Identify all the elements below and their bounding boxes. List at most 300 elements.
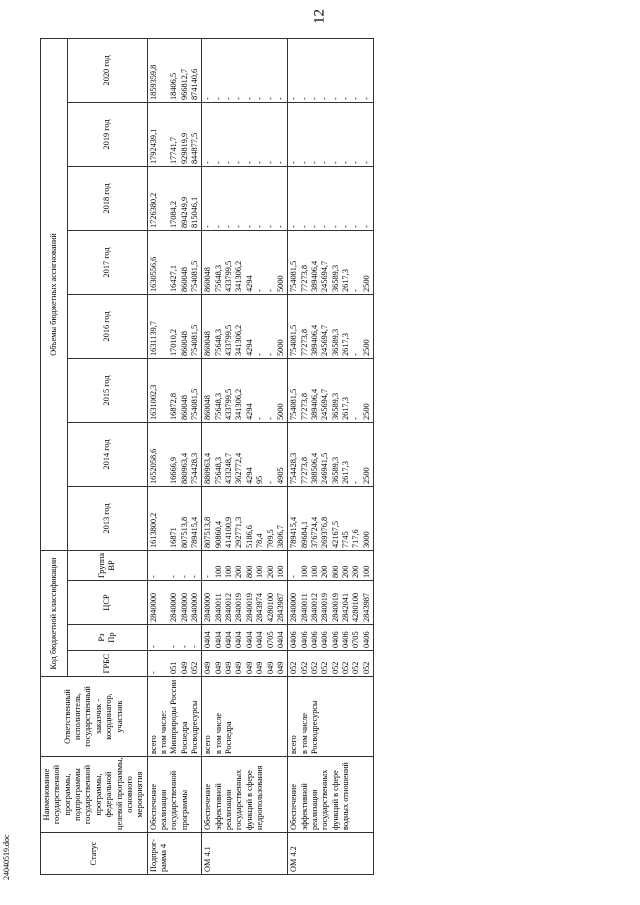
text-line: 2843987 [275, 592, 285, 622]
text-line: 2617,3 [341, 269, 351, 292]
text-line: 860048 [203, 395, 213, 420]
text-line: - [330, 225, 340, 228]
cell-csr [202, 581, 288, 625]
text-line: - [213, 97, 223, 100]
text-line: 362772,4 [234, 452, 244, 484]
cell-csr [288, 581, 374, 625]
text-line: Роснедра [224, 721, 234, 754]
text-line: 966812,7 [179, 68, 189, 100]
text-line: 2840019 [244, 592, 254, 622]
rotated-table-page [40, 25, 630, 875]
text-line: 90860,4 [213, 521, 223, 548]
text-line: 200 [234, 565, 244, 578]
text-line: Рз [96, 633, 106, 642]
text-line: 880963,4 [179, 452, 189, 484]
text-line: 860048 [203, 267, 213, 292]
text-line: - [275, 161, 285, 164]
text-line: 17010,2 [169, 329, 179, 356]
text-line: федеральной [104, 771, 114, 818]
text-line: 75648,3 [213, 457, 223, 484]
text-line: - [289, 161, 299, 164]
header-year: 2013 год [67, 486, 147, 550]
text-line: 292771,3 [234, 516, 244, 548]
budget-table [40, 38, 374, 875]
cell-rzpr [288, 625, 374, 651]
cell-year-value [202, 486, 288, 550]
text-line: 754428,3 [289, 452, 299, 484]
text-line: 200 [341, 565, 351, 578]
text-line: 100 [309, 565, 319, 578]
cell-rzpr [147, 625, 202, 651]
text-line: 052 [289, 661, 299, 674]
text-line: мероприятия [135, 771, 145, 818]
text-line [159, 553, 169, 578]
header-volumes: Объемы бюджетных ассигнований [41, 38, 68, 550]
text-line: заказчик - [93, 698, 103, 735]
text-line: Росводресурсы [190, 700, 200, 754]
text-line: рамма 4 [158, 843, 168, 872]
text-line: 052 [309, 661, 319, 674]
header-year: 2017 год [67, 230, 147, 294]
page-number: 12 [311, 9, 328, 24]
text-line: 4294 [244, 467, 254, 484]
text-line: 860048 [203, 331, 213, 356]
text-line: 860048 [179, 267, 189, 292]
text-line: 0404 [255, 631, 265, 648]
header-code-group: Код бюджетной классификации [41, 550, 68, 676]
text-line: 717,6 [351, 529, 361, 548]
cell-year-value [147, 294, 202, 358]
text-line: - [265, 225, 275, 228]
text-line: 2840000 [179, 592, 189, 622]
text-line: всего [148, 735, 158, 754]
text-line: - [244, 161, 254, 164]
text-line: - [351, 353, 361, 356]
text-line [159, 489, 169, 548]
text-line: 77273,8 [299, 329, 309, 356]
text-line: - [341, 225, 351, 228]
text-line: 2840012 [224, 592, 234, 622]
text-line: - [190, 575, 200, 578]
text-line: - [234, 97, 244, 100]
table-row [147, 38, 202, 874]
text-line: 880963,4 [203, 452, 213, 484]
text-line: 5186,6 [244, 525, 254, 548]
text-line: 4294 [244, 339, 254, 356]
text-line: 4905 [275, 467, 285, 484]
text-line: 17741,7 [169, 137, 179, 164]
text-line: 77273,8 [299, 457, 309, 484]
cell-year-value [202, 358, 288, 422]
text-line: - [330, 97, 340, 100]
text-line: программы [179, 789, 189, 830]
text-line: - [351, 161, 361, 164]
text-line: 2500 [361, 275, 371, 292]
text-line [159, 425, 169, 484]
text-line: 389406,4 [309, 260, 319, 292]
header-status: Статус [41, 833, 148, 875]
cell-year-value [202, 102, 288, 166]
text-line [159, 41, 169, 100]
text-line: 789415,4 [190, 516, 200, 548]
text-line: 0705 [265, 631, 275, 648]
text-line: - [351, 225, 361, 228]
text-line: - [289, 97, 299, 100]
text-line: 2500 [361, 403, 371, 420]
text-line: 16872,8 [169, 393, 179, 420]
text-line: - [289, 225, 299, 228]
text-line: 052 [361, 661, 371, 674]
text-line: 800 [244, 565, 254, 578]
text-line: основного [124, 776, 134, 813]
text-line: 754428,3 [190, 452, 200, 484]
text-line: 2840000 [148, 592, 158, 622]
text-line: 100 [255, 565, 265, 578]
text-line: государственных [320, 769, 330, 830]
text-line: - [244, 225, 254, 228]
text-line: 245694,7 [320, 260, 330, 292]
text-line: - [309, 161, 319, 164]
text-line [159, 169, 169, 228]
text-line: 433248,7 [224, 452, 234, 484]
cell-year-value [147, 102, 202, 166]
cell-status [202, 833, 288, 875]
cell-status [147, 833, 202, 875]
text-line: 2840000 [190, 592, 200, 622]
text-line: - [148, 671, 158, 674]
text-line: 1613800,2 [148, 512, 158, 548]
text-line: 433799,5 [224, 324, 234, 356]
text-line: - [213, 161, 223, 164]
text-line: водных отношений [341, 762, 351, 830]
text-line: 0406 [299, 631, 309, 648]
text-line: - [351, 481, 361, 484]
cell-year-value [288, 358, 374, 422]
text-line: 0406 [330, 631, 340, 648]
text-line: - [224, 161, 234, 164]
text-line: 2500 [361, 467, 371, 484]
cell-year-value [288, 294, 374, 358]
text-line: 341306,2 [234, 260, 244, 292]
text-line: Ответственный [62, 689, 72, 744]
text-line: 2840000 [169, 592, 179, 622]
text-line: - [351, 97, 361, 100]
text-line: 200 [320, 565, 330, 578]
text-line: 049 [265, 661, 275, 674]
header-grbs: ГРБС [67, 651, 147, 677]
cell-executor [202, 677, 288, 757]
text-line: 100 [361, 565, 371, 578]
cell-year-value [288, 102, 374, 166]
text-line: 4294 [244, 275, 254, 292]
text-line [159, 627, 169, 648]
text-line [159, 361, 169, 420]
text-line: 18406,5 [169, 73, 179, 100]
text-line: 800 [330, 565, 340, 578]
text-line: 77273,8 [299, 393, 309, 420]
text-line: - [320, 161, 330, 164]
header-csr: ЦСР [67, 581, 147, 625]
text-line: - [255, 97, 265, 100]
table-row [202, 38, 288, 874]
text-line: 049 [224, 661, 234, 674]
text-line: 2840019 [234, 592, 244, 622]
text-line: 3000 [361, 531, 371, 548]
text-line: 052 [351, 661, 361, 674]
text-line: - [320, 97, 330, 100]
text-line: 0406 [289, 631, 299, 648]
text-line [159, 297, 169, 356]
text-line: 052 [330, 661, 340, 674]
text-line: Минприроды России [169, 679, 179, 754]
text-line: 388506,4 [309, 452, 319, 484]
text-line [159, 583, 169, 622]
text-line: 049 [203, 661, 213, 674]
text-line: - [289, 575, 299, 578]
text-line: - [203, 575, 213, 578]
text-line: 100 [213, 565, 223, 578]
text-line: 0404 [203, 631, 213, 648]
text-line: - [341, 161, 351, 164]
text-line: - [320, 225, 330, 228]
text-line: 049 [234, 661, 244, 674]
text-line: - [265, 289, 275, 292]
text-line: 049 [255, 661, 265, 674]
text-line: 4294 [244, 403, 254, 420]
text-line: 36589,3 [330, 329, 340, 356]
text-line: - [244, 97, 254, 100]
text-line: - [148, 645, 158, 648]
text-line: - [275, 225, 285, 228]
text-line: 2500 [361, 339, 371, 356]
text-line: 100 [275, 565, 285, 578]
text-line: 754081,5 [289, 260, 299, 292]
cell-year-value [202, 38, 288, 102]
text-line: 75648,3 [213, 393, 223, 420]
text-line: 894249,9 [179, 196, 189, 228]
text-line: Подпрог- [148, 838, 158, 872]
text-line: государственной [169, 770, 179, 830]
cell-year-value [202, 422, 288, 486]
header-executor [41, 677, 148, 757]
cell-year-value [147, 38, 202, 102]
cell-executor [147, 677, 202, 757]
text-line: Роснедра [179, 721, 189, 754]
cell-grbs [202, 651, 288, 677]
text-line: ОМ 4.2 [289, 846, 299, 872]
text-line: - [203, 97, 213, 100]
text-line: 246941,5 [320, 452, 330, 484]
text-line: Группа [96, 552, 106, 578]
text-line: - [351, 289, 361, 292]
text-line: - [234, 161, 244, 164]
text-line: 754081,5 [190, 388, 200, 420]
header-vr [67, 550, 147, 580]
cell-year-value [147, 422, 202, 486]
text-line: 049 [213, 661, 223, 674]
cell-year-value [288, 486, 374, 550]
text-line: - [265, 353, 275, 356]
text-line: 414100,9 [224, 516, 234, 548]
text-line: 36589,3 [330, 457, 340, 484]
text-line: 0406 [320, 631, 330, 648]
text-line: 0404 [213, 631, 223, 648]
text-line: - [309, 225, 319, 228]
text-line: 1652058,6 [148, 448, 158, 484]
text-line: 433799,5 [224, 260, 234, 292]
text-line: 5000 [275, 403, 285, 420]
cell-executor [288, 677, 374, 757]
text-line: - [148, 575, 158, 578]
text-line: - [224, 97, 234, 100]
text-line: - [265, 97, 275, 100]
text-line: - [341, 97, 351, 100]
text-line: - [169, 645, 179, 648]
text-line: - [190, 645, 200, 648]
text-line: государственной [83, 764, 93, 825]
text-line: участник [114, 700, 124, 733]
text-line: 0404 [224, 631, 234, 648]
text-line: исполнитель, [73, 693, 83, 740]
text-line: реализации [224, 789, 234, 830]
text-line: 16427,1 [169, 265, 179, 292]
text-line: 100 [224, 565, 234, 578]
text-line: функций в сфере [244, 770, 254, 830]
text-line: 807513,8 [203, 516, 213, 548]
cell-year-value [288, 166, 374, 230]
cell-name [288, 757, 374, 833]
text-line: 0406 [341, 631, 351, 648]
text-line: 17084,2 [169, 201, 179, 228]
text-line: 807513,8 [179, 516, 189, 548]
text-line: 4280100 [351, 592, 361, 622]
cell-year-value [147, 166, 202, 230]
cell-vr [288, 550, 374, 580]
text-line: 245694,7 [320, 324, 330, 356]
text-line: Пр [107, 632, 117, 643]
text-line: - [265, 481, 275, 484]
text-line: 052 [190, 661, 200, 674]
text-line: 754081,5 [289, 324, 299, 356]
text-line: 049 [275, 661, 285, 674]
cell-csr [147, 581, 202, 625]
text-line: 049 [179, 661, 189, 674]
text-line: 0404 [234, 631, 244, 648]
text-line: - [361, 97, 371, 100]
text-line: - [203, 225, 213, 228]
text-line: 389406,4 [309, 388, 319, 420]
text-line: 77273,8 [299, 265, 309, 292]
text-line: 89684,1 [299, 521, 309, 548]
text-line: 75648,3 [213, 329, 223, 356]
text-line [159, 653, 169, 674]
text-line: 36589,3 [330, 265, 340, 292]
text-line: 1726380,2 [148, 192, 158, 228]
text-line: 2840012 [309, 592, 319, 622]
text-line: - [265, 161, 275, 164]
text-line: 2842041 [341, 592, 351, 622]
text-line: - [351, 417, 361, 420]
text-line: 2840011 [213, 593, 223, 622]
text-line: - [224, 225, 234, 228]
text-line: 052 [320, 661, 330, 674]
header-year: 2016 год [67, 294, 147, 358]
text-line: 815046,1 [190, 196, 200, 228]
cell-status [288, 833, 374, 875]
text-line: 36589,3 [330, 393, 340, 420]
text-line: всего [203, 735, 213, 754]
cell-grbs [288, 651, 374, 677]
text-line: 75648,3 [213, 265, 223, 292]
text-line: 860048 [179, 395, 189, 420]
text-line: - [213, 225, 223, 228]
text-line: Обеспечение [203, 783, 213, 830]
text-line: 052 [299, 661, 309, 674]
text-line: - [361, 161, 371, 164]
text-line: 052 [341, 661, 351, 674]
text-line: 389406,4 [309, 324, 319, 356]
text-line: 2617,3 [341, 461, 351, 484]
text-line: 2840000 [289, 592, 299, 622]
text-line: 7745 [341, 531, 351, 548]
text-line: - [299, 161, 309, 164]
text-line: 0406 [309, 631, 319, 648]
text-line [159, 105, 169, 164]
text-line: - [255, 225, 265, 228]
text-line: ОМ 4.1 [203, 846, 213, 872]
text-line: 95 [255, 475, 265, 484]
header-year: 2015 год [67, 358, 147, 422]
text-line: 049 [244, 661, 254, 674]
text-line: ВР [107, 560, 117, 571]
text-line: 1631002,3 [148, 384, 158, 420]
text-line: государственной [52, 764, 62, 825]
text-line: всего [289, 735, 299, 754]
text-line: 051 [169, 661, 179, 674]
text-line: - [275, 97, 285, 100]
text-line: 754081,5 [289, 388, 299, 420]
text-line: - [265, 417, 275, 420]
cell-year-value [147, 486, 202, 550]
text-line: Наименование [42, 768, 51, 821]
text-line: 929819,9 [179, 132, 189, 164]
text-line: 2840000 [203, 592, 213, 622]
text-line: 1631139,7 [148, 321, 158, 356]
text-line: - [169, 575, 179, 578]
text-line: 1792439,1 [148, 128, 158, 164]
text-line: 844877,5 [190, 132, 200, 164]
header-year: 2018 год [67, 166, 147, 230]
cell-year-value [202, 166, 288, 230]
cell-name [202, 757, 288, 833]
cell-year-value [288, 38, 374, 102]
text-line: - [234, 225, 244, 228]
text-line: 754081,5 [190, 260, 200, 292]
text-line: 433799,5 [224, 388, 234, 420]
text-line: - [203, 161, 213, 164]
text-line: - [255, 289, 265, 292]
cell-vr [202, 550, 288, 580]
text-line: 42167,5 [330, 521, 340, 548]
text-line: функций в сфере [330, 770, 340, 830]
header-year: 2014 год [67, 422, 147, 486]
text-line: - [255, 353, 265, 356]
header-year: 2020 год [67, 38, 147, 102]
text-line: - [361, 225, 371, 228]
cell-year-value [147, 358, 202, 422]
text-line: - [309, 97, 319, 100]
text-line: реализации [158, 789, 168, 830]
